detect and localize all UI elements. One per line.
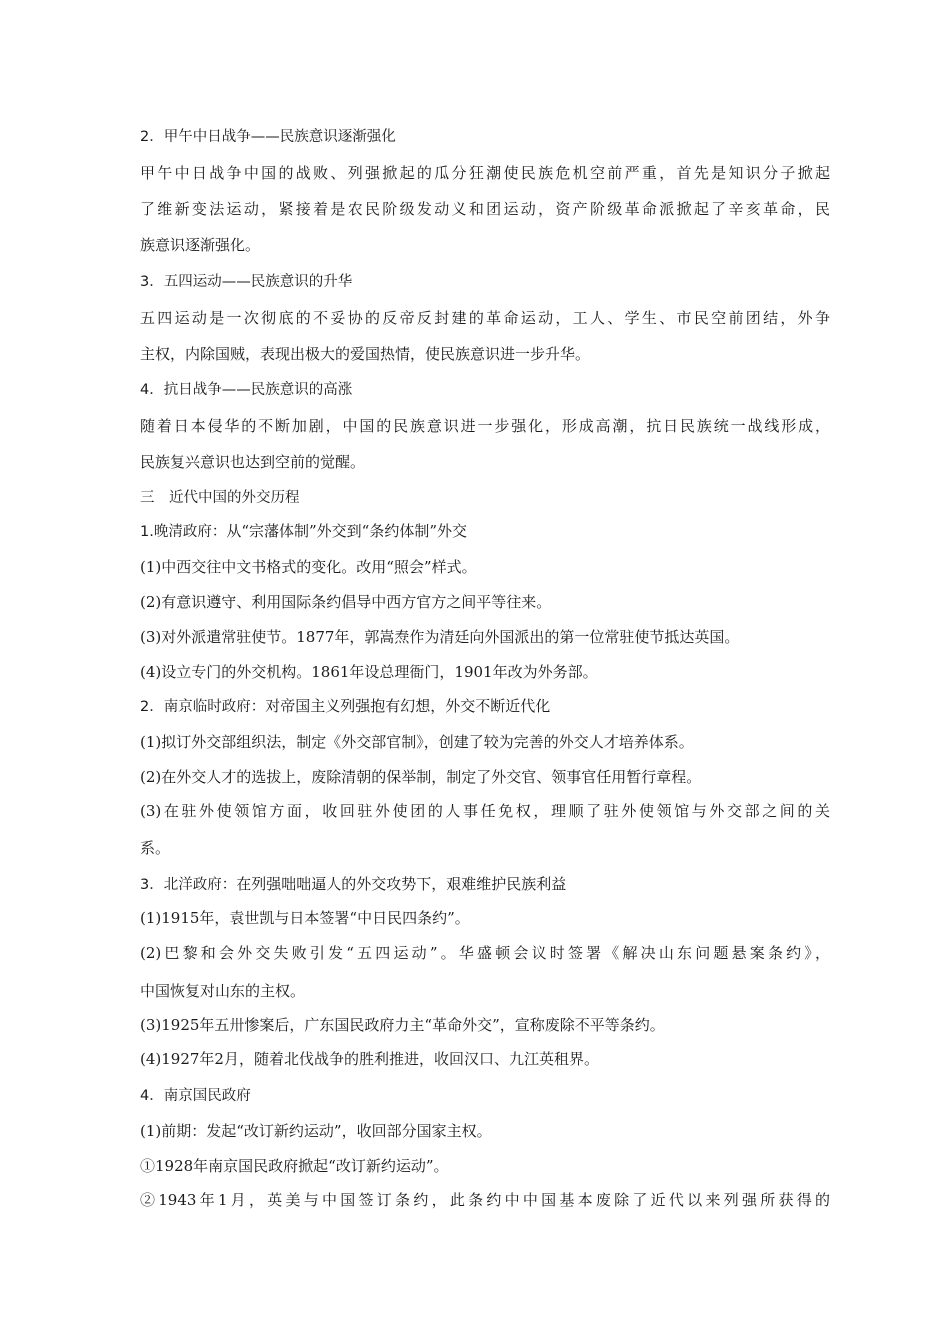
subsection-text: 从“宗藩体制”外交到“条约体制”外交 [226,522,468,540]
paragraph-line: 了维新变法运动，紧接着是农民阶级发动义和团运动，资产阶级革命派掀起了辛亥革命，民 [140,200,830,218]
paragraph-line: 主权，内除国贼，表现出极大的爱国热情，使民族意识进一步升华。 [140,345,591,363]
list-item: (2)巴黎和会外交失败引发“五四运动”。华盛顿会议时签署《解决山东问题悬案条约》， [140,944,830,962]
paragraph-line: 族意识逐渐强化。 [140,236,261,254]
subsection-line [140,874,830,895]
section-heading: 3．五四运动——民族意识的升华 [140,274,353,290]
subsection-label: 1.晚清政府： [140,524,227,540]
list-item: (4)设立专门的外交机构。1861年设总理衙门，1901年改为外务部。 [140,663,598,681]
subsection-label: 3．北洋政府： [140,877,237,893]
list-item: (3)对外派遣常驻使节。1877年，郭嵩焘作为清廷向外国派出的第一位常驻使节抵达英国。 [140,628,740,646]
list-item: (3)1925年五卅惨案后，广东国民政府力主“革命外交”，宣称废除不平等条约。 [140,1016,665,1034]
list-item: (2)在外交人才的选拔上，废除清朝的保举制，制定了外交官、领事官任用暂行章程。 [140,768,702,786]
paragraph-line: 五四运动是一次彻底的不妥协的反帝反封建的革命运动，工人、学生、市民空前团结，外争 [140,309,830,327]
paragraph-line: 民族复兴意识也达到空前的觉醒。 [140,453,366,471]
section-heading: 4．南京国民政府 [140,1088,251,1104]
list-item: (1)中西交往中文书格式的变化。改用“照会”样式。 [140,558,477,576]
subsection-text: 在列强咄咄逼人的外交攻势下，艰难维护民族利益 [236,875,567,893]
list-item: (2)有意识遵守、利用国际条约倡导中西方官方之间平等往来。 [140,593,552,611]
chapter-heading: 三 近代中国的外交历程 [140,490,300,506]
subsection-line [140,521,830,542]
list-item: 系。 [140,839,171,857]
subsection-line [140,696,830,717]
list-item: 中国恢复对山东的主权。 [140,982,306,1000]
list-item: (1)拟订外交部组织法，制定《外交部官制》，创建了较为完善的外交人才培养体系。 [140,733,694,751]
list-item: (1)1915年，袁世凯与日本签署“中日民四条约”。 [140,909,470,927]
list-item: (4)1927年2月，随着北伐战争的胜利推进，收回汉口、九江英租界。 [140,1050,599,1068]
paragraph-line: 随着日本侵华的不断加剧，中国的民族意识进一步强化，形成高潮，抗日民族统一战线形成， [140,417,830,435]
subsection-text: 对帝国主义列强抱有幻想，外交不断近代化 [265,697,551,715]
section-heading: 2．甲午中日战争——民族意识逐渐强化 [140,129,396,145]
section-heading: 4．抗日战争——民族意识的高涨 [140,382,353,398]
list-item: (1)前期：发起“改订新约运动”，收回部分国家主权。 [140,1122,492,1140]
paragraph-line: 甲午中日战争中国的战败、列强掀起的瓜分狂潮使民族危机空前严重，首先是知识分子掀起 [140,164,830,182]
list-item: ①1928年南京国民政府掀起“改订新约运动”。 [140,1157,449,1175]
subsection-label: 2．南京临时政府： [140,699,266,715]
list-item: ②1943年1月，英美与中国签订条约，此条约中中国基本废除了近代以来列强所获得的 [140,1191,830,1209]
list-item: (3)在驻外使领馆方面，收回驻外使团的人事任免权，理顺了驻外使领馆与外交部之间的关 [140,802,830,820]
